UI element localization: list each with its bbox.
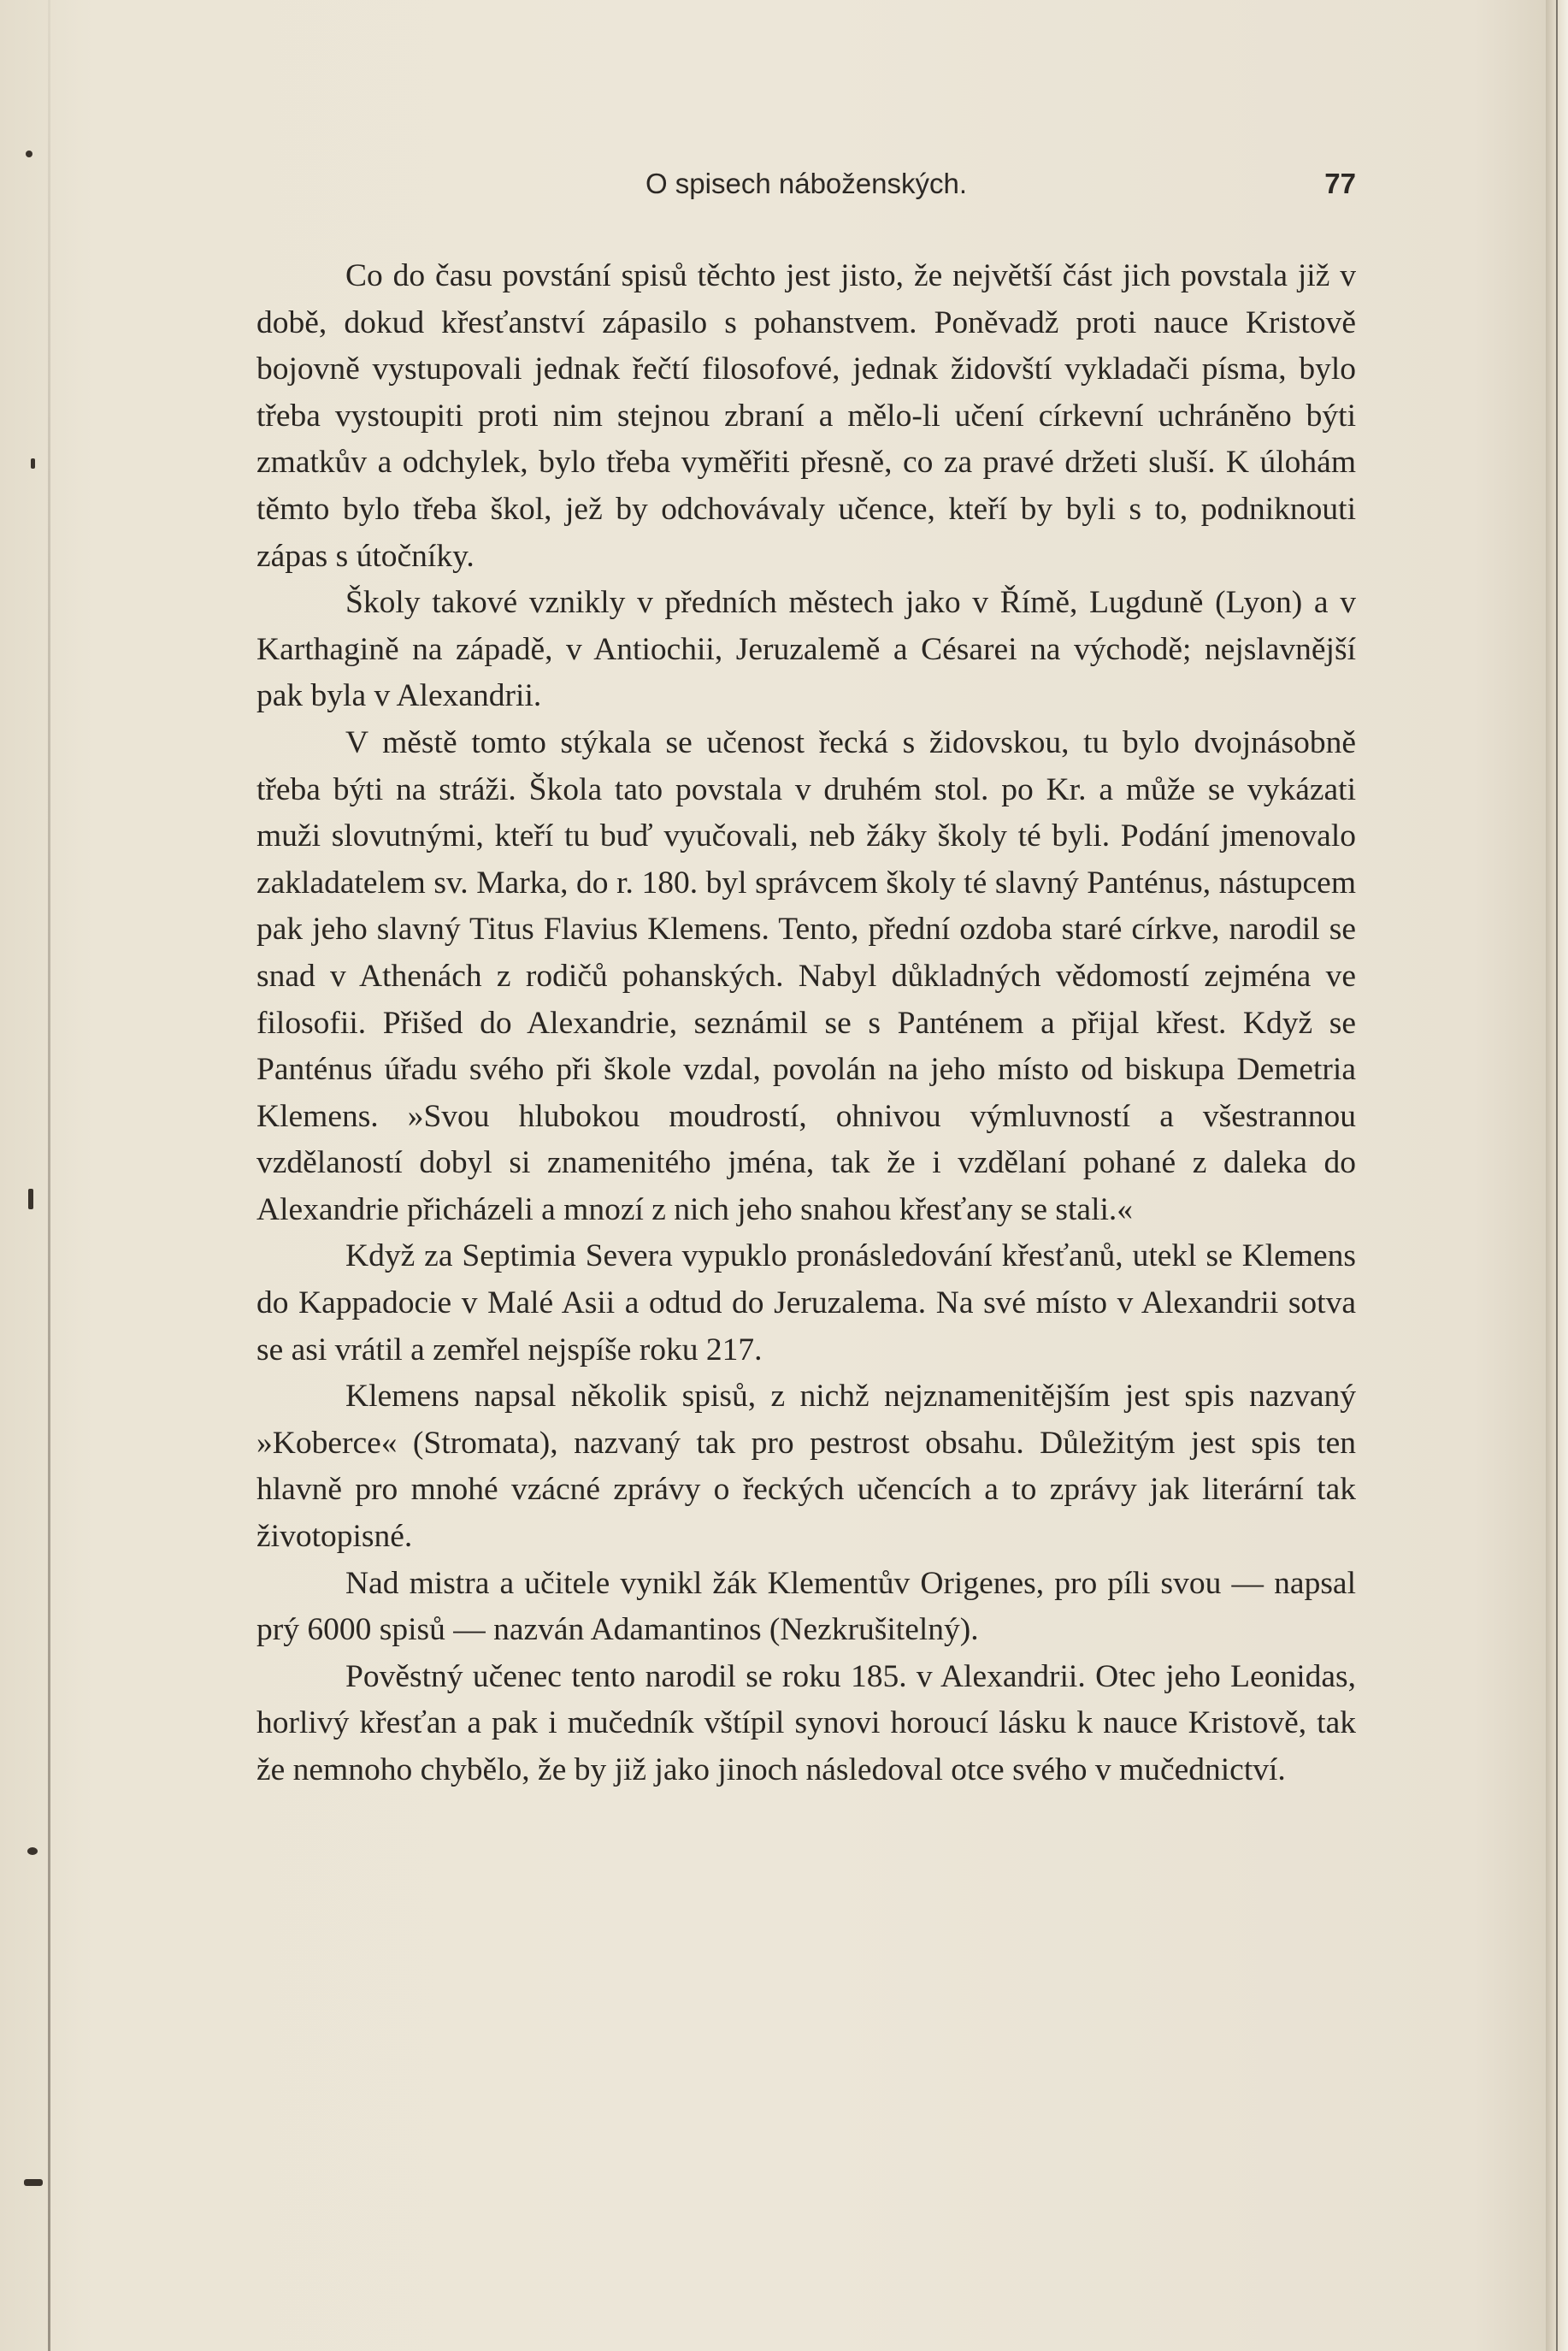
page-edge-rule [1556, 0, 1558, 2351]
body-text [256, 253, 1356, 1794]
running-header [256, 168, 1356, 210]
paragraph: Co do času povstání spisů těchto jest jisto, že největší část jich povstala již v době, dokud křesťanství zápasilo s pohanstvem. Poněvadž proti nauce Kristově bojovně vystupovali jednak řečtí filosofové, jednak židovští vykladači písma, bylo třeba vystoupiti proti nim stejnou zbraní a mělo-li učení církevní uchráněno býti zmatkův a odchylek, bylo třeba vyměřiti přesně, co za pravé držeti sluší. K úlohám těmto bylo třeba škol, jež by odchovávaly učence, kteří by byli s to, podniknouti zápas s útočníky. [256, 258, 1356, 574]
paragraph: Nad mistra a učitele vynikl žák Klementův Origenes, pro píli svou — napsal prý 6000 spisů — nazván Adamantinos (Nezkrušitelný). [256, 1565, 1356, 1648]
running-head-title: O spisech náboženských. [645, 168, 968, 199]
ink-speck [26, 151, 32, 157]
paragraph: Školy takové vznikly v předních městech jako v Římě, Lugduně (Lyon) a v Karthagině na západě, v Antiochii, Jeruzalemě a Césarei na východě; nejslavnější pak byla v Alexandrii. [256, 585, 1356, 714]
ink-speck [28, 1189, 33, 1209]
paragraph: V městě tomto stýkala se učenost řecká s židovskou, tu bylo dvojnásobně třeba býti na stráži. Škola tato povstala v druhém stol. po Kr. a může se vykázati muži slovutnými, kteří tu buď vyučovali, neb žáky školy té byli. Podání jmenovalo zakladatelem sv. Marka, do r. 180. byl správcem školy té slavný Panténus, nástupcem pak jeho slavný Titus Flavius Klemens. Tento, přední ozdoba staré církve, narodil se snad v Athenách z rodičů pohanských. Nabyl důkladných vědomostí zejména ve filosofii. Přišed do Alexandrie, seznámil se s Panténem a přijal křest. Když se Panténus úřadu svého při škole vzdal, povolán na jeho místo od biskupa Demetria Klemens. »Svou hlubokou moudrostí, ohnivou výmluvností a všestrannou vzdělaností dobyl si znamenitého jména, tak že i vzdělaní pohané z daleka do Alexandrie přicházeli a mnozí z nich jeho snahou křesťany se stali.« [256, 724, 1356, 1227]
ink-speck [31, 458, 35, 469]
paragraph: Když za Septimia Severa vypuklo pronásledování křesťanů, utekl se Klemens do Kappadocie v Malé Asii a odtud do Jeruzalema. Na své místo v Alexandrii sotva se asi vrátil a zemřel nejspíše roku 217. [256, 1238, 1356, 1367]
binding-shadow [48, 0, 50, 2351]
paragraph: Pověstný učenec tento narodil se roku 185. v Alexandrii. Otec jeho Leonidas, horlivý křesťan a pak i mučedník vštípil synovi horoucí lásku k nauce Kristově, tak že nemnoho chybělo, že by již jako jinoch následoval otce svého v mučednictví. [256, 1658, 1356, 1787]
page-number: 77 [1324, 168, 1356, 199]
ink-speck [24, 2179, 43, 2186]
paragraph: Klemens napsal několik spisů, z nichž nejznamenitějším jest spis nazvaný »Koberce« (Stromata), nazvaný tak pro pestrost obsahu. Důležitým jest spis ten hlavně pro mnohé vzácné zprávy o řeckých učencích a to zprávy jak literární tak životopisné. [256, 1379, 1356, 1555]
ink-speck [27, 1847, 38, 1855]
